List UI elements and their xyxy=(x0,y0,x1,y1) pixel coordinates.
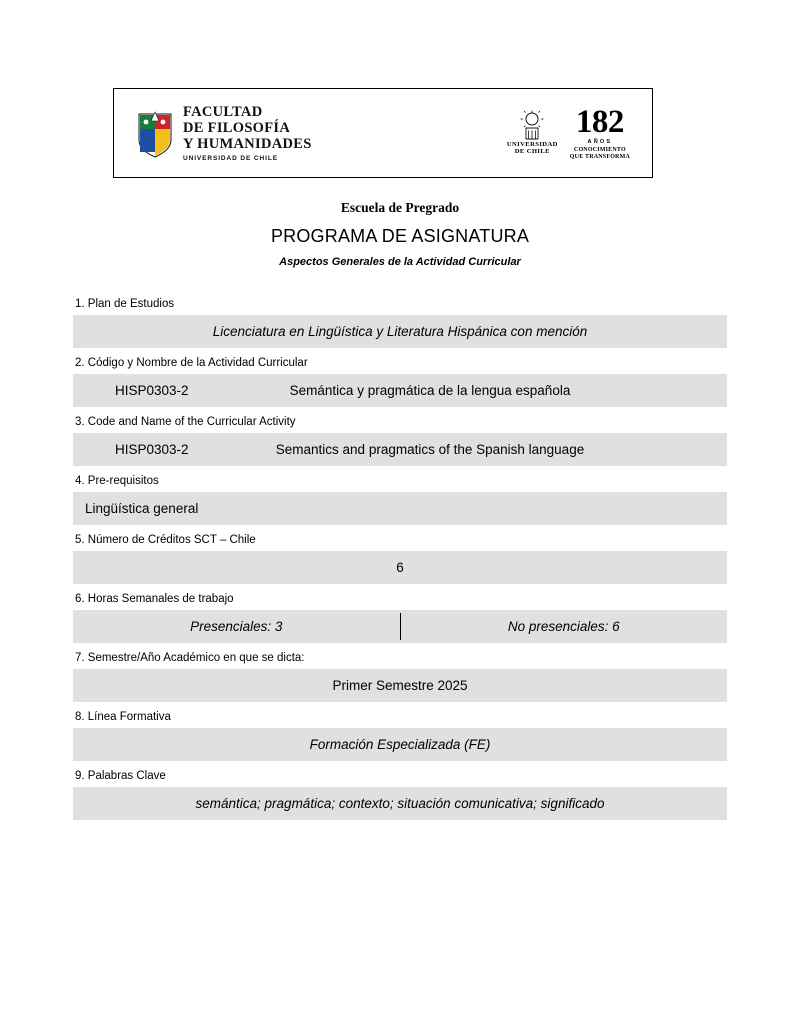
semester-label: 7. Semestre/Año Académico en que se dicta: xyxy=(75,652,305,664)
shield-icon xyxy=(136,108,174,158)
hours-presencial-cell xyxy=(73,610,400,643)
anniversary-word: AÑOS xyxy=(587,139,613,146)
plan-field xyxy=(73,315,727,348)
course-name-es: Semántica y pragmática de la lengua española xyxy=(289,383,571,398)
code-name-en-label: 3. Code and Name of the Curricular Activity xyxy=(75,416,296,428)
anniversary-tagline-1: CONOCIMIENTO xyxy=(573,146,626,153)
course-code-es: HISP0303-2 xyxy=(115,383,189,398)
keywords-label: 9. Palabras Clave xyxy=(75,770,166,782)
faculty-line-4: UNIVERSIDAD DE CHILE xyxy=(183,155,278,163)
course-name-en: Semantics and pragmatics of the Spanish language xyxy=(275,442,585,457)
form-body xyxy=(73,298,727,820)
university-mark xyxy=(507,110,558,156)
page-subtitle: Aspectos Generales de la Actividad Curricular xyxy=(279,256,521,268)
faculty-line-3: Y HUMANIDADES xyxy=(183,135,312,152)
prerequisites-label: 4. Pre-requisitos xyxy=(75,475,159,487)
university-emblem-icon xyxy=(519,110,545,142)
anniversary-number: 182 xyxy=(575,104,624,141)
weekly-hours-field xyxy=(73,610,727,643)
faculty-text xyxy=(183,104,312,163)
plan-label: 1. Plan de Estudios xyxy=(75,298,175,310)
code-name-es-label: 2. Código y Nombre de la Actividad Curricular xyxy=(75,357,308,369)
prerequisites-value: Lingüística general xyxy=(85,501,199,516)
hours-no-presencial-cell xyxy=(401,610,728,643)
code-name-es-field xyxy=(73,374,727,407)
formative-line-field xyxy=(73,728,727,761)
faculty-line-2: DE FILOSOFÍA xyxy=(183,119,291,136)
hours-no-presencial-value: No presenciales: 6 xyxy=(507,619,620,634)
anniversary-mark xyxy=(570,106,630,160)
weekly-hours-label: 6. Horas Semanales de trabajo xyxy=(75,593,234,605)
university-line-1: UNIVERSIDAD xyxy=(506,141,558,149)
credits-label: 5. Número de Créditos SCT – Chile xyxy=(75,534,256,546)
credits-field xyxy=(73,551,727,584)
faculty-line-1: FACULTAD xyxy=(183,103,263,120)
anniversary-tagline-2: QUE TRANSFORMA xyxy=(569,153,630,160)
university-line-2: DE CHILE xyxy=(514,148,550,155)
formative-line-value: Formación Especializada (FE) xyxy=(309,737,491,752)
keywords-value: semántica; pragmática; contexto; situación comunicativa; significado xyxy=(195,796,605,811)
keywords-field xyxy=(73,787,727,820)
header-banner xyxy=(113,88,653,178)
page-title: PROGRAMA DE ASIGNATURA xyxy=(270,226,530,246)
plan-value: Licenciatura en Lingüística y Literatura Hispánica con mención xyxy=(212,324,588,339)
prerequisites-field xyxy=(73,492,727,525)
hours-presencial-value: Presenciales: 3 xyxy=(190,619,283,634)
formative-line-label: 8. Línea Formativa xyxy=(75,711,171,723)
course-code-en: HISP0303-2 xyxy=(115,442,189,457)
title-block xyxy=(0,200,800,268)
semester-value: Primer Semestre 2025 xyxy=(332,678,468,693)
semester-field xyxy=(73,669,727,702)
school-title: Escuela de Pregrado xyxy=(340,200,460,215)
university-logo-group xyxy=(507,106,652,160)
credits-value: 6 xyxy=(396,560,404,575)
faculty-logo xyxy=(114,104,312,163)
code-name-en-field xyxy=(73,433,727,466)
